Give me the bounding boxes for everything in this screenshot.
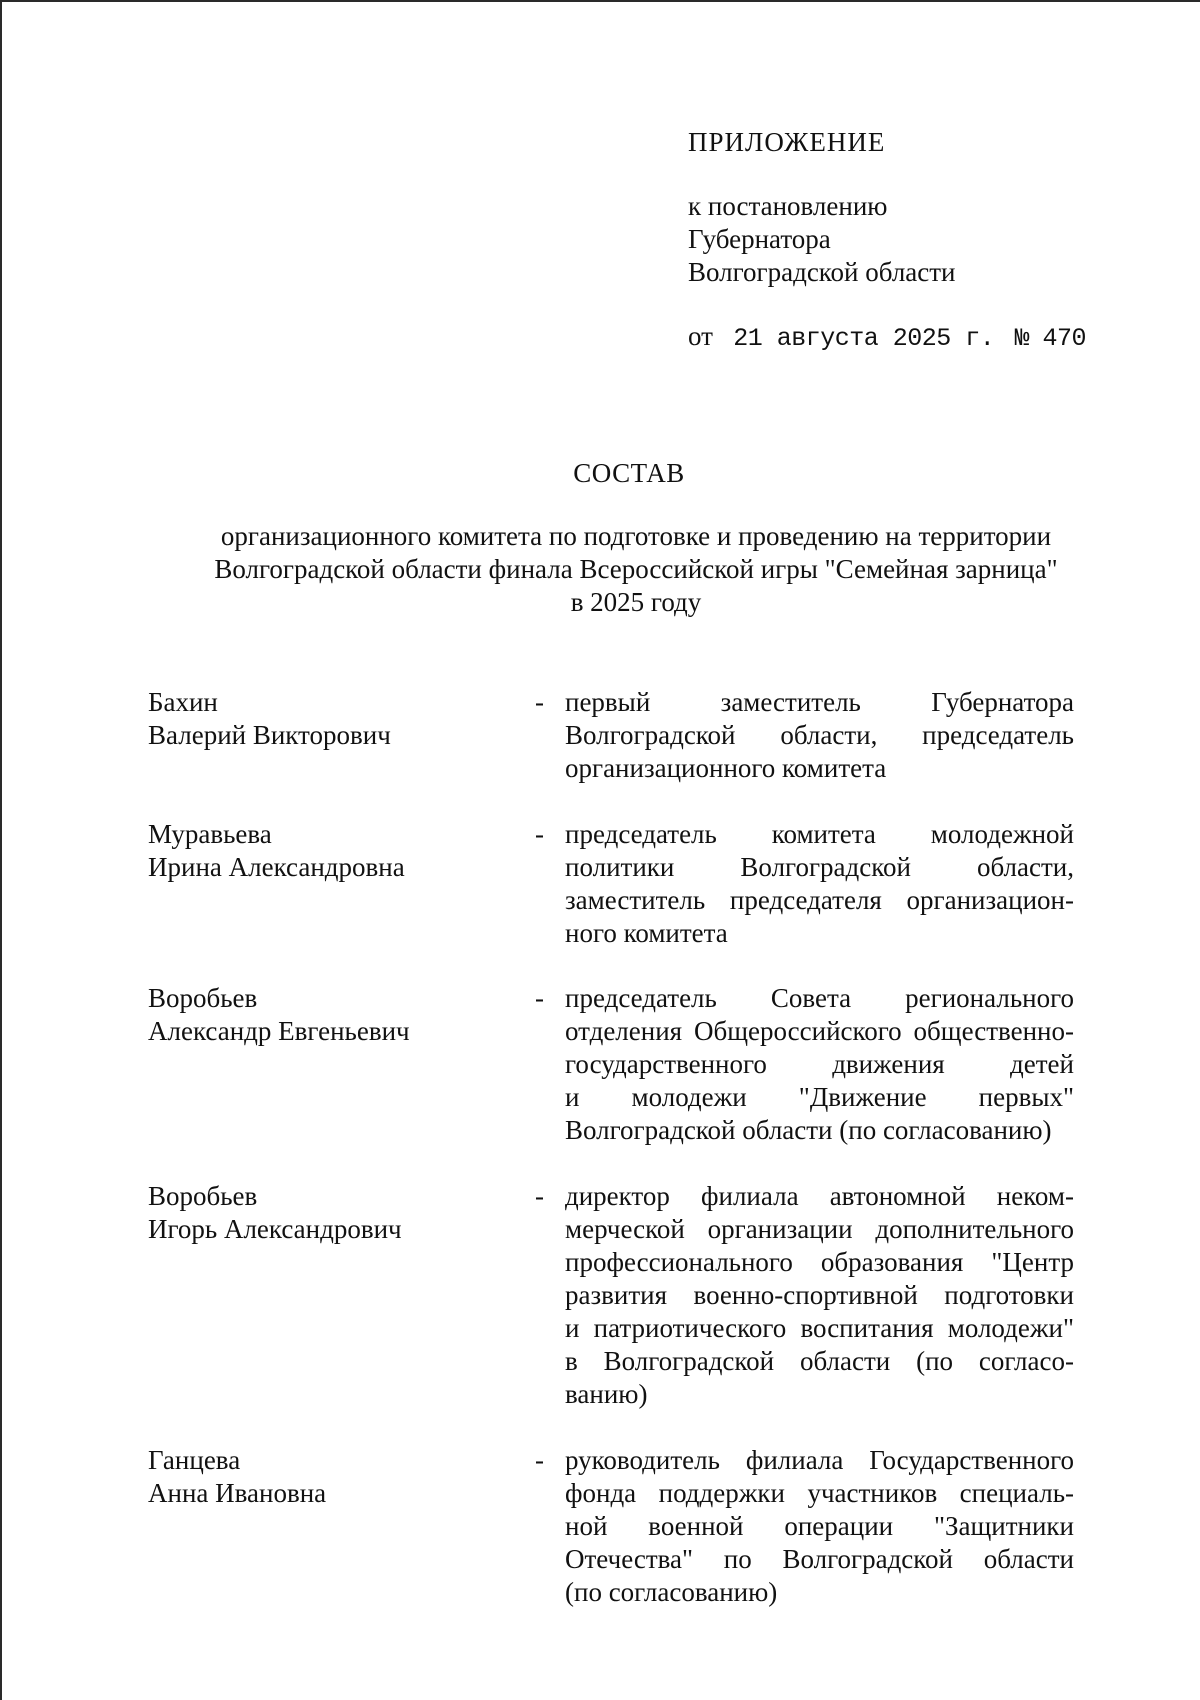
member-given-name: Ирина Александровна [148,852,405,882]
member-name [148,686,535,785]
members-list [148,686,1074,1609]
appendix-to-line: Волгоградской области [688,257,956,287]
member-name [148,1180,535,1411]
member-surname: Воробьев [148,983,258,1013]
scan-edge-top [0,0,1200,2]
role-line: директор филиала автономной неком- [565,1181,1074,1211]
role-line: государственного движения детей [565,1049,1074,1079]
member-surname: Муравьева [148,819,272,849]
member-role [565,1444,1074,1609]
member-dash: - [535,1445,544,1475]
member-dash: - [535,1181,544,1211]
member-name [148,982,535,1147]
appendix-block [688,126,1086,355]
member-entry [148,1444,1074,1609]
number-value: 470 [1042,324,1087,353]
member-role [565,686,1074,785]
role-line: ного комитета [565,918,728,948]
appendix-title: ПРИЛОЖЕНИЕ [688,127,886,157]
member-name [148,818,535,950]
role-line: отделения Общероссийского общественно- [565,1016,1074,1046]
role-line: развития военно-спортивной подготовки [565,1280,1074,1310]
date-prefix: от [688,321,713,351]
member-role [565,982,1074,1147]
member-name [148,1444,535,1609]
subtitle-line: в 2025 году [570,587,702,617]
role-line: профессионального образования "Центр [565,1247,1074,1277]
role-line: председатель Совета регионального [565,983,1074,1013]
subtitle-line: Волгоградской области финала Всероссийской игры "Семейная зарница" [214,554,1058,584]
role-line: (по согласованию) [565,1577,778,1607]
appendix-date-line [688,320,1086,355]
member-dash: - [535,983,544,1013]
role-line: в Волгоградской области (по согласо- [565,1346,1074,1376]
member-given-name: Александр Евгеньевич [148,1016,410,1046]
member-dash: - [535,687,544,717]
subtitle-line: организационного комитета по подготовке и проведению на территории [220,521,1052,551]
document-title: СОСТАВ [573,458,685,488]
appendix-to-line: Губернатора [688,224,831,254]
appendix-to [688,190,1086,289]
role-line: заместитель председателя организацион- [565,885,1074,915]
role-line: первый заместитель Губернатора [565,687,1074,717]
role-line: мерческой организации дополнительного [565,1214,1074,1244]
role-line: политики Волгоградской области, [565,852,1074,882]
role-line: председатель комитета молодежной [565,819,1074,849]
role-line: Волгоградской области, председатель [565,720,1074,750]
role-line: Отечества" по Волгоградской области [565,1544,1074,1574]
member-role [565,1180,1074,1411]
member-surname: Бахин [148,687,218,717]
document-subtitle [150,520,1122,619]
role-line: ванию) [565,1379,648,1409]
role-line: ной военной операции "Защитники [565,1511,1074,1541]
date-value: 21 августа 2025 г. [733,324,995,353]
member-surname: Воробьев [148,1181,258,1211]
role-line: и молодежи "Движение первых" [565,1082,1074,1112]
member-given-name: Игорь Александрович [148,1214,402,1244]
member-entry [148,818,1074,950]
member-entry [148,982,1074,1147]
role-line: Волгоградской области (по согласованию) [565,1115,1052,1145]
role-line: организационного комитета [565,753,887,783]
member-surname: Ганцева [148,1445,241,1475]
member-entry [148,1180,1074,1411]
scan-edge-left [0,0,2,1700]
role-line: и патриотического воспитания молодежи" [565,1313,1074,1343]
number-sign: № [1014,324,1030,353]
role-line: руководитель филиала Государственного [565,1445,1074,1475]
role-line: фонда поддержки участников специаль- [565,1478,1074,1508]
member-entry [148,686,1074,785]
member-role [565,818,1074,950]
member-given-name: Анна Ивановна [148,1478,327,1508]
member-given-name: Валерий Викторович [148,720,391,750]
appendix-to-line: к постановлению [688,191,888,221]
member-dash: - [535,819,544,849]
